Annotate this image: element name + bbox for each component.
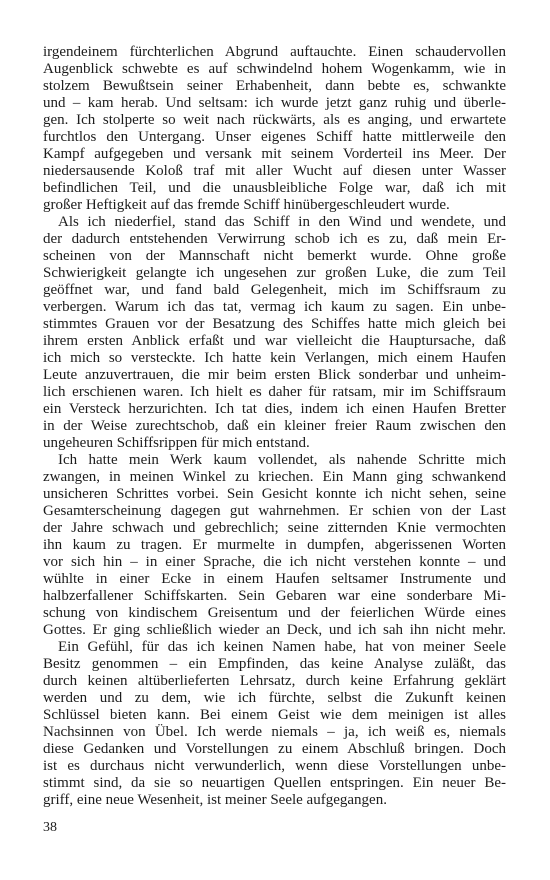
text-line: niedersausende Koloß traf mit aller Wucht auf diesen unter Wasser bbox=[43, 163, 506, 179]
text-line: Ich hatte mein Werk kaum vollendet, als nahende Schritte mich bbox=[58, 452, 506, 468]
text-line: scheinen von der Mannschaft nicht bemerkt wurde. Ohne große bbox=[43, 248, 506, 264]
text-line: in der Weise zurechtschob, daß ein kleiner freier Raum zwischen den bbox=[43, 418, 506, 434]
text-line: halbzerfallener Schiffskarten. Sein Gebaren war eine sonderbare Mi- bbox=[43, 588, 506, 604]
paragraph-2 bbox=[43, 214, 506, 452]
text-line: durch keinen altüberlieferten Lehrsatz, durch keine Erfahrung geklärt bbox=[43, 673, 506, 689]
text-line: irgendeinem fürchterlichen Abgrund auftauchte. Einen schaudervollen bbox=[43, 44, 506, 60]
text-line: Augenblick schwebte es auf schwindelnd hohem Wogenkamm, wie in bbox=[43, 61, 506, 77]
text-line: werden und zu dem, wie ich fürchte, selbst die Zukunft keinen bbox=[43, 690, 506, 706]
text-line: zwangen, in meinen Winkel zu kriechen. Ein Mann ging schwankend bbox=[43, 469, 506, 485]
text-line: Ein Gefühl, für das ich keinen Namen habe, hat von meiner Seele bbox=[58, 639, 506, 655]
text-line: vor sich hin – in einer Sprache, die ich nicht verstehen konnte – und bbox=[43, 554, 506, 570]
text-line: ungeheuren Schiffsrippen für mich entstand. bbox=[43, 435, 310, 451]
text-line: stolzem Bewußtsein seiner Erhabenheit, dann bebte es, schwankte bbox=[43, 78, 506, 94]
text-line: unsicheren Schrittes vorbei. Sein Gesicht konnte ich nicht sehen, seine bbox=[43, 486, 506, 502]
text-line: Kampf aufgegeben und versank mit seinem Vorderteil ins Meer. Der bbox=[43, 146, 506, 162]
text-line: Gesamterscheinung dagegen gut wahrnehmen. Er schien von der Last bbox=[43, 503, 506, 519]
text-line: ich mich so versteckte. Ich hatte kein Verlangen, mich einem Haufen bbox=[43, 350, 506, 366]
text-line: stimmt sind, da sie so neuartigen Quellen entspringen. Ein neuer Be- bbox=[43, 775, 506, 791]
text-line: der Jahre schwach und gebrechlich; seine zitternden Knie vermochten bbox=[43, 520, 506, 536]
paragraph-1 bbox=[43, 44, 506, 214]
text-line: großer Heftigkeit auf das fremde Schiff hinübergeschleudert wurde. bbox=[43, 197, 450, 213]
text-line: und – kam herab. Und seltsam: ich wurde jetzt ganz ruhig und überle- bbox=[43, 95, 506, 111]
text-line: verbergen. Warum ich das tat, vermag ich kaum zu sagen. Ein unbe- bbox=[43, 299, 506, 315]
text-line: lich erschienen waren. Ich hielt es daher für ratsam, mir im Schiffsraum bbox=[43, 384, 506, 400]
text-line: gen. Ich stolperte so weit nach rückwärts, als es anging, und erwartete bbox=[43, 112, 506, 128]
body-text bbox=[43, 44, 506, 809]
text-line: ein Versteck herzurichten. Ich tat dies, indem ich einen Haufen Bretter bbox=[43, 401, 506, 417]
text-line: schung von kindischem Greisentum und der feierlichen Würde eines bbox=[43, 605, 506, 621]
page-number: 38 bbox=[43, 820, 57, 835]
paragraph-4 bbox=[43, 639, 506, 809]
text-line: ihn kaum zu tragen. Er murmelte in dumpfen, abgerissenen Worten bbox=[43, 537, 506, 553]
text-line: ihrem ersten Anblick erfaßt und war vielleicht die Hauptursache, daß bbox=[43, 333, 506, 349]
text-line: Leute anzuvertrauen, die mir beim ersten Blick sonderbar und unheim- bbox=[43, 367, 506, 383]
text-line: geöffnet war, und fand bald Gelegenheit, mich im Schiffsraum zu bbox=[43, 282, 506, 298]
text-line: der dadurch entstehenden Verwirrung schob ich es zu, daß mein Er- bbox=[43, 231, 506, 247]
text-line: diese Gedanken und Vorstellungen zu einem Abschluß bringen. Doch bbox=[43, 741, 506, 757]
paragraph-3 bbox=[43, 452, 506, 639]
text-line: Schlüssel bieten kann. Bei einem Geist wie dem meinigen ist alles bbox=[43, 707, 506, 723]
text-line: Als ich niederfiel, stand das Schiff in den Wind und wendete, und bbox=[58, 214, 506, 230]
text-line: Schwierigkeit gelangte ich ungesehen zur großen Luke, die zum Teil bbox=[43, 265, 506, 281]
text-line: griff, eine neue Wesenheit, ist meiner Seele aufgegangen. bbox=[43, 792, 387, 808]
text-line: Besitz genommen – ein Empfinden, das keine Analyse zuläßt, das bbox=[43, 656, 506, 672]
text-line: furchtlos den Untergang. Unser eigenes Schiff hatte mittlerweile den bbox=[43, 129, 506, 145]
text-line: wühlte in einer Ecke in einem Haufen seltsamer Instrumente und bbox=[43, 571, 506, 587]
text-line: stimmtes Grauen vor der Besatzung des Schiffes hatte mich gleich bei bbox=[43, 316, 506, 332]
text-line: Gottes. Er ging schließlich wieder an Deck, und ich sah ihn nicht mehr. bbox=[43, 622, 506, 638]
text-line: ist es durchaus nicht verwunderlich, wenn diese Vorstellungen unbe- bbox=[43, 758, 506, 774]
text-line: befindlichen Teil, und die unausbleibliche Folge war, daß ich mit bbox=[43, 180, 506, 196]
text-line: Nachsinnen von Übel. Ich werde niemals – ja, ich weiß es, niemals bbox=[43, 724, 506, 740]
